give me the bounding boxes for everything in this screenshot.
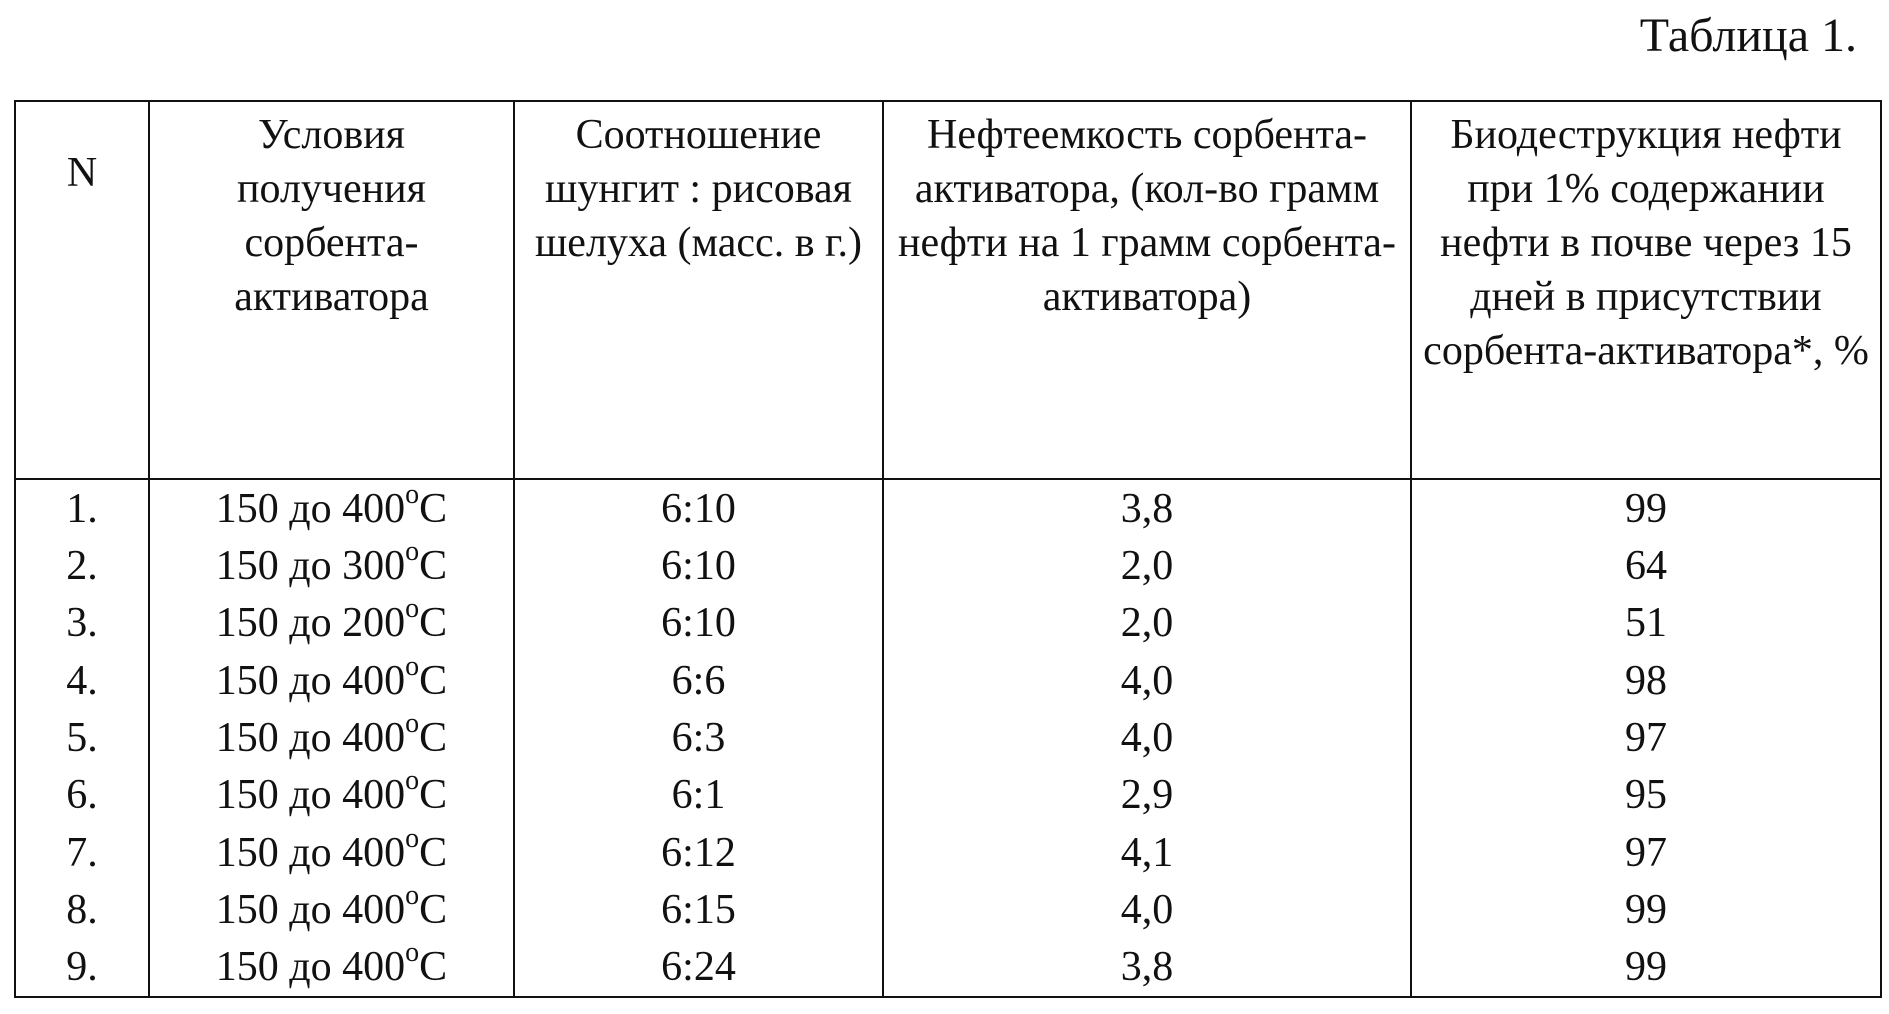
cell-ratio: 6:12: [514, 824, 883, 881]
cell-conditions: [149, 709, 514, 766]
cell-ratio: 6:3: [514, 709, 883, 766]
cell-conditions: [149, 881, 514, 938]
temperature-unit: C: [419, 886, 448, 933]
table-row: [15, 479, 1881, 537]
cell-biodegradation: 64: [1411, 537, 1881, 594]
cell-oil-capacity: 4,0: [883, 881, 1411, 938]
conditions-range: 150 до 400: [215, 485, 406, 532]
cell-ratio: 6:15: [514, 881, 883, 938]
cell-conditions: [149, 479, 514, 537]
temperature-unit: C: [419, 829, 448, 876]
degree-mark: o: [405, 879, 420, 911]
header-ratio: Соотношение шунгит : рисовая шелуха (масс. в г.): [514, 101, 883, 479]
temperature-unit: C: [419, 944, 448, 991]
header-conditions: Условия получения сорбента-активатора: [149, 101, 514, 479]
degree-mark: o: [405, 765, 420, 797]
cell-biodegradation: 95: [1411, 767, 1881, 824]
cell-ratio: 6:10: [514, 595, 883, 652]
conditions-range: 150 до 400: [215, 829, 406, 876]
cell-biodegradation: 99: [1411, 939, 1881, 997]
cell-oil-capacity: 4,0: [883, 652, 1411, 709]
cell-oil-capacity: 3,8: [883, 939, 1411, 997]
cell-biodegradation: 97: [1411, 709, 1881, 766]
cell-conditions: [149, 767, 514, 824]
conditions-range: 150 до 400: [215, 886, 406, 933]
cell-biodegradation: 51: [1411, 595, 1881, 652]
header-n: N: [15, 101, 149, 479]
table-row: [15, 652, 1881, 709]
cell-n: 5.: [15, 709, 149, 766]
temperature-unit: C: [419, 714, 448, 761]
degree-mark: o: [405, 478, 420, 510]
cell-oil-capacity: 4,1: [883, 824, 1411, 881]
cell-oil-capacity: 2,9: [883, 767, 1411, 824]
cell-biodegradation: 99: [1411, 881, 1881, 938]
temperature-unit: C: [419, 485, 448, 532]
temperature-unit: C: [419, 772, 448, 819]
cell-conditions: [149, 939, 514, 997]
cell-oil-capacity: 3,8: [883, 479, 1411, 537]
degree-mark: o: [405, 822, 420, 854]
conditions-range: 150 до 400: [215, 657, 406, 704]
conditions-range: 150 до 300: [215, 543, 406, 590]
cell-conditions: [149, 537, 514, 594]
temperature-unit: C: [419, 600, 448, 647]
cell-oil-capacity: 2,0: [883, 537, 1411, 594]
cell-ratio: 6:10: [514, 479, 883, 537]
degree-mark: o: [405, 937, 420, 969]
cell-ratio: 6:24: [514, 939, 883, 997]
cell-n: 3.: [15, 595, 149, 652]
temperature-unit: C: [419, 543, 448, 590]
table-row: [15, 709, 1881, 766]
conditions-range: 150 до 200: [215, 600, 406, 647]
table-caption: Таблица 1.: [1639, 9, 1857, 62]
table-row: [15, 767, 1881, 824]
cell-biodegradation: 97: [1411, 824, 1881, 881]
table-row: [15, 537, 1881, 594]
header-row: [15, 101, 1881, 479]
cell-oil-capacity: 2,0: [883, 595, 1411, 652]
results-table: [14, 100, 1882, 998]
cell-n: 6.: [15, 767, 149, 824]
table-row: [15, 824, 1881, 881]
cell-conditions: [149, 595, 514, 652]
cell-ratio: 6:10: [514, 537, 883, 594]
table-row: [15, 881, 1881, 938]
cell-oil-capacity: 4,0: [883, 709, 1411, 766]
cell-ratio: 6:1: [514, 767, 883, 824]
cell-biodegradation: 99: [1411, 479, 1881, 537]
table-row: [15, 939, 1881, 997]
cell-n: 2.: [15, 537, 149, 594]
header-biodegradation: Биодеструкция нефти при 1% содержании нефти в почве через 15 дней в присутствии сорбента-активатора*, %: [1411, 101, 1881, 479]
cell-n: 8.: [15, 881, 149, 938]
cell-biodegradation: 98: [1411, 652, 1881, 709]
conditions-range: 150 до 400: [215, 944, 406, 991]
cell-n: 4.: [15, 652, 149, 709]
table-row: [15, 595, 1881, 652]
degree-mark: o: [405, 650, 420, 682]
conditions-range: 150 до 400: [215, 772, 406, 819]
temperature-unit: C: [419, 657, 448, 704]
degree-mark: o: [405, 593, 420, 625]
cell-n: 7.: [15, 824, 149, 881]
cell-ratio: 6:6: [514, 652, 883, 709]
degree-mark: o: [405, 536, 420, 568]
conditions-range: 150 до 400: [215, 714, 406, 761]
cell-conditions: [149, 824, 514, 881]
header-oil-capacity: Нефтеемкость сорбента-активатора, (кол-во грамм нефти на 1 грамм сорбента-активатора): [883, 101, 1411, 479]
cell-conditions: [149, 652, 514, 709]
cell-n: 9.: [15, 939, 149, 997]
cell-n: 1.: [15, 479, 149, 537]
degree-mark: o: [405, 707, 420, 739]
